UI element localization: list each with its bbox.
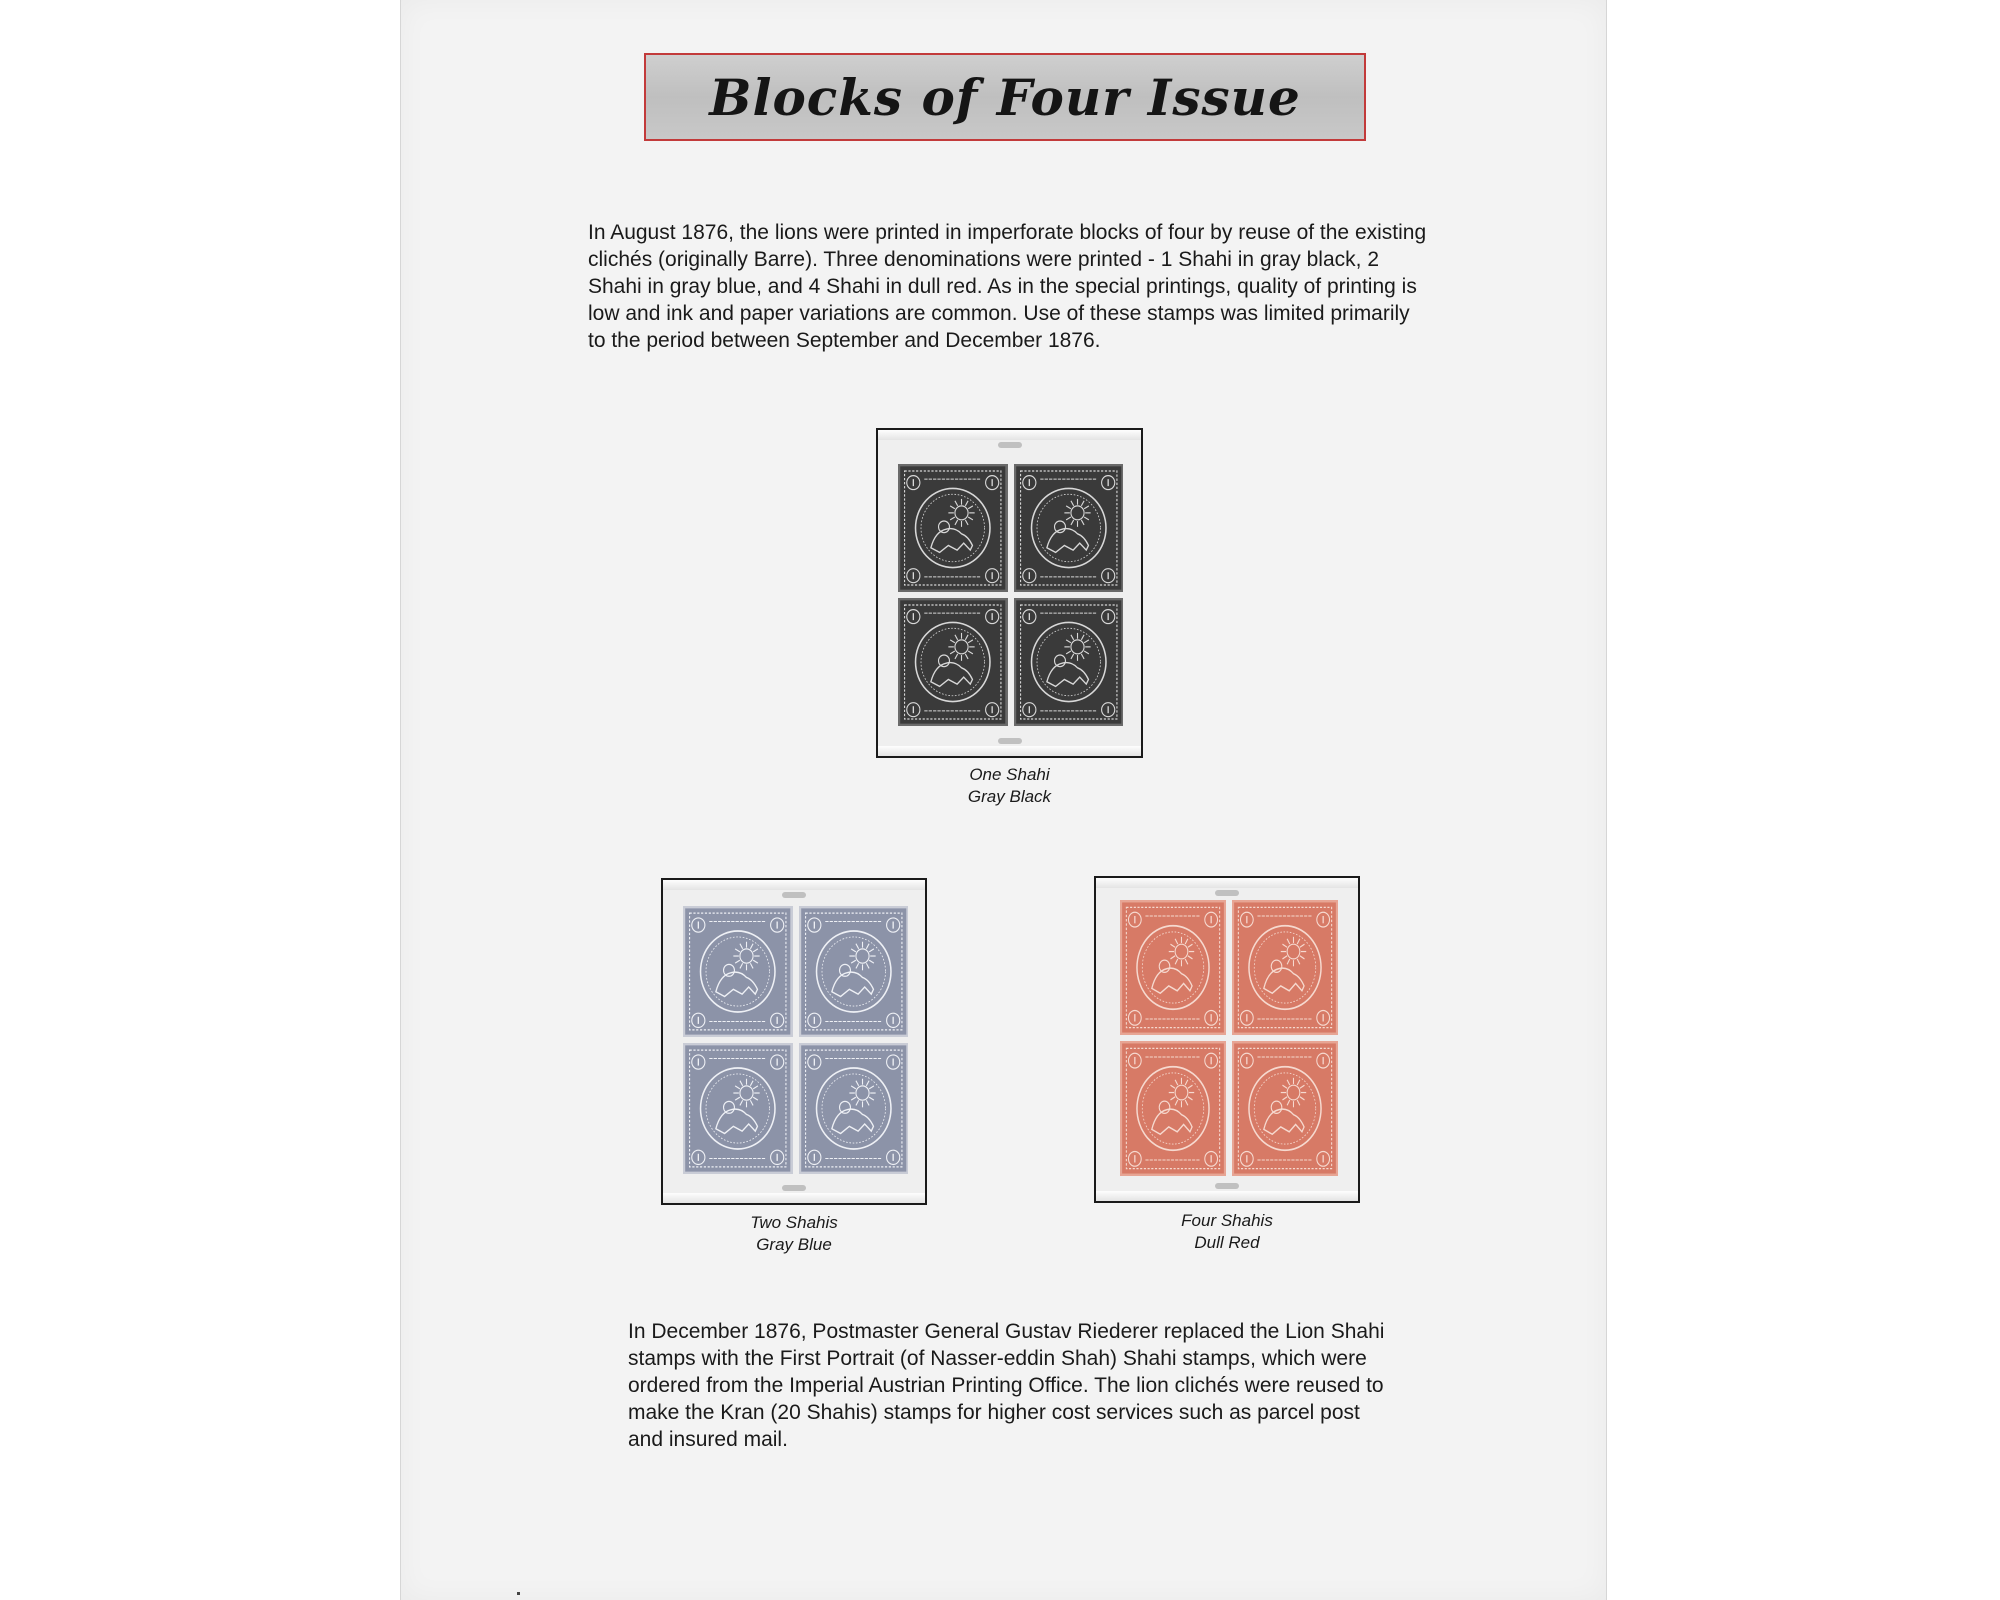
stamp	[799, 1043, 909, 1174]
lion-and-sun-icon	[799, 906, 909, 1037]
caption-one-shahi	[876, 764, 1143, 808]
caption-color: Gray Blue	[756, 1235, 832, 1254]
stamp	[1014, 464, 1124, 592]
lion-and-sun-icon	[683, 1043, 793, 1174]
stamp-block-one-shahi	[894, 460, 1127, 730]
lion-and-sun-icon	[799, 1043, 909, 1174]
stamp	[1120, 1041, 1226, 1176]
lion-and-sun-icon	[898, 598, 1008, 726]
caption-denomination: One Shahi	[969, 765, 1050, 784]
caption-two-shahis	[661, 1212, 927, 1256]
lion-and-sun-icon	[1232, 900, 1338, 1035]
stamp-mount-one-shahi	[876, 428, 1143, 758]
mount-notch	[782, 892, 806, 898]
lion-and-sun-icon	[1014, 464, 1124, 592]
mount-notch	[998, 442, 1022, 448]
stamp-mount-four-shahis	[1094, 876, 1360, 1203]
page-title: Blocks of Four Issue	[709, 67, 1301, 127]
stamp-mount-two-shahis	[661, 878, 927, 1205]
caption-color: Dull Red	[1194, 1233, 1260, 1252]
lion-and-sun-icon	[1014, 598, 1124, 726]
mount-notch	[1215, 1183, 1239, 1189]
stamp	[1014, 598, 1124, 726]
mount-strip	[1096, 878, 1358, 888]
lion-and-sun-icon	[1232, 1041, 1338, 1176]
closing-paragraph: In December 1876, Postmaster General Gustav Riederer replaced the Lion Shahi stamps with the First Portrait (of Nasser-eddin Shah) Shahi stamps, which were ordered from the Imperial Austrian Printing Office. The lion clichés were reused to make the Kran (20 Shahis) stamps for higher cost services such as parcel post and insured mail.	[628, 1320, 1385, 1451]
mount-strip	[878, 746, 1141, 756]
lion-and-sun-icon	[683, 906, 793, 1037]
caption-color: Gray Black	[967, 787, 1052, 806]
mount-strip	[1096, 1191, 1358, 1201]
intro-paragraph: In August 1876, the lions were printed in imperforate blocks of four by reuse of the existing clichés (originally Barre). Three denominations were printed - 1 Shahi in gray black, 2 Shahi in gray blue, and 4 Shahi in dull red. As in the special printings, quality of printing is low and ink and paper variations are common. Use of these stamps was limited primarily to the period between September and December 1876.	[588, 221, 1427, 352]
lion-and-sun-icon	[1120, 900, 1226, 1035]
stamp	[898, 464, 1008, 592]
stamp	[683, 906, 793, 1037]
mount-notch	[782, 1185, 806, 1191]
mount-notch	[998, 738, 1022, 744]
stamp	[799, 906, 909, 1037]
lion-and-sun-icon	[1120, 1041, 1226, 1176]
stamp-block-two-shahis	[679, 902, 912, 1178]
stamp	[683, 1043, 793, 1174]
lion-and-sun-icon	[898, 464, 1008, 592]
stamp	[1120, 900, 1226, 1035]
mount-strip	[663, 880, 925, 890]
stamp	[898, 598, 1008, 726]
stamp-block-four-shahis	[1116, 896, 1342, 1180]
caption-four-shahis	[1094, 1210, 1360, 1254]
mount-strip	[878, 430, 1141, 440]
caption-denomination: Four Shahis	[1181, 1211, 1273, 1230]
stamp	[1232, 900, 1338, 1035]
stamp	[1232, 1041, 1338, 1176]
title-banner	[644, 53, 1366, 141]
mount-strip	[663, 1193, 925, 1203]
page-mark	[517, 1592, 520, 1595]
caption-denomination: Two Shahis	[750, 1213, 838, 1232]
